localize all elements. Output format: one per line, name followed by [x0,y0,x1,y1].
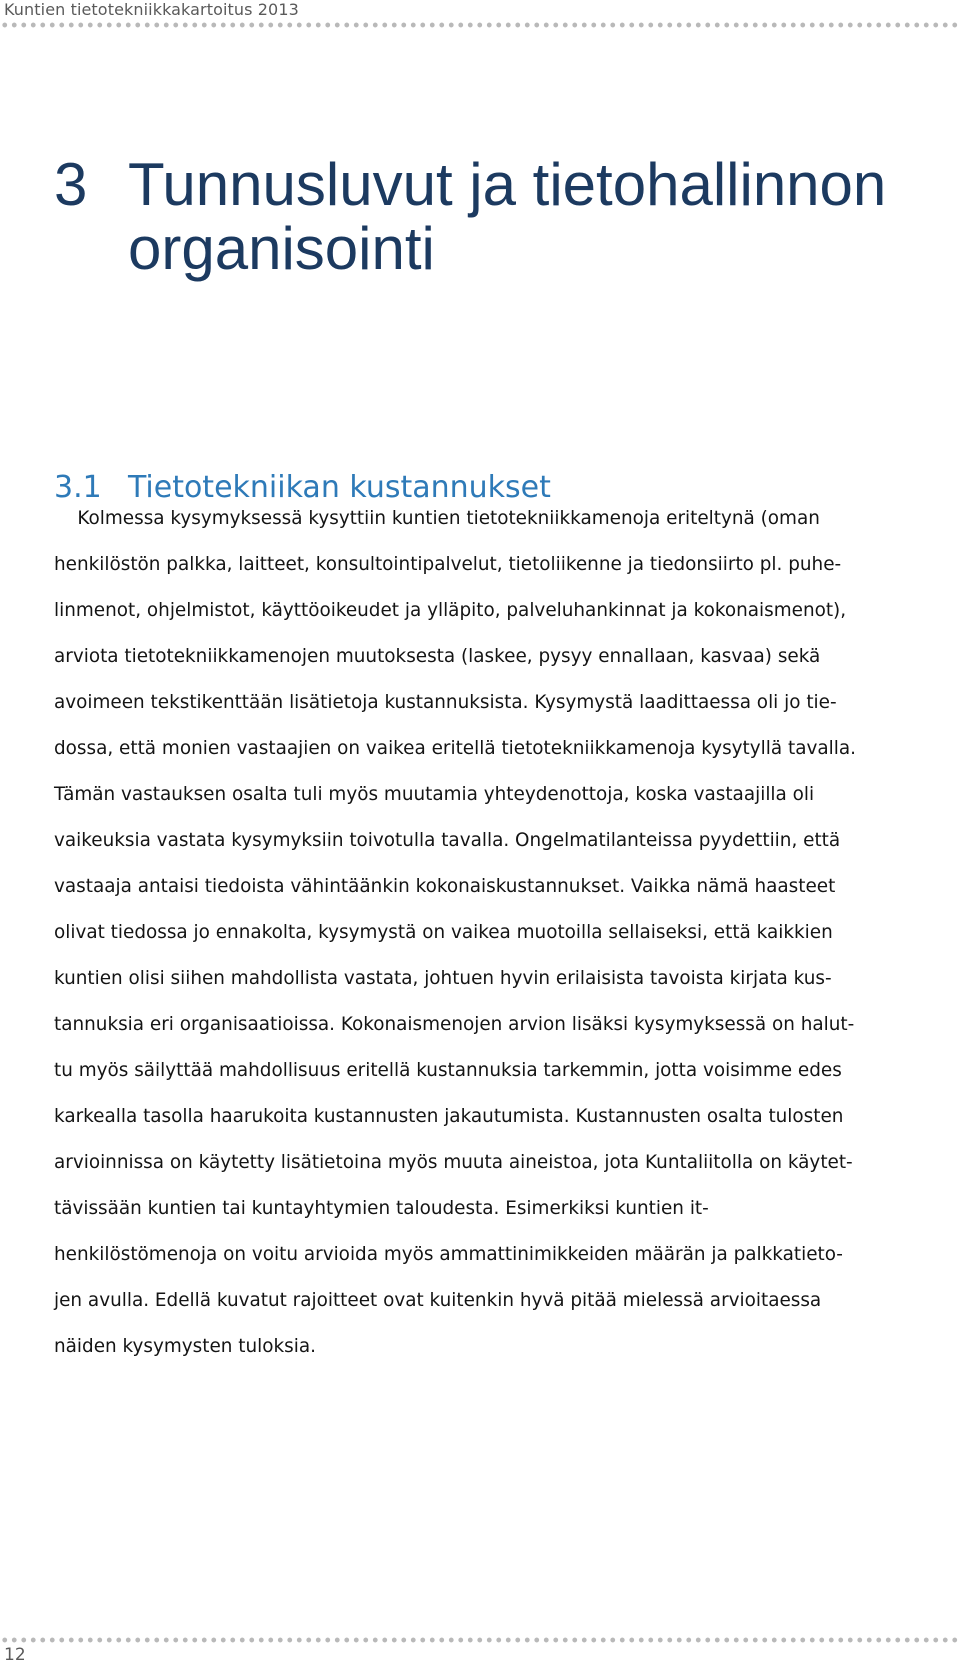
body-line: Kolmessa kysymyksessä kysyttiin kuntien tietotekniikkamenoja eriteltynä (oman [54,508,820,529]
header-dotted-rule [0,22,960,28]
body-line: jen avulla. Edellä kuvatut rajoitteet ovat kuitenkin hyvä pitää mielessä arvioitaessa [54,1290,822,1311]
body-line: linmenot, ohjelmistot, käyttöoikeudet ja ylläpito, palveluhankinnat ja kokonaismenot), [54,600,847,621]
page-number: 12 [4,1645,26,1665]
body-line: vastaaja antaisi tiedoista vähintäänkin kokonaiskustannukset. Vaikka nämä haasteet [54,876,836,897]
body-line: tannuksia eri organisaatioissa. Kokonaismenojen arvion lisäksi kysymyksessä on halut- [54,1014,855,1035]
body-line: henkilöstön palkka, laitteet, konsultointipalvelut, tietoliikenne ja tiedonsiirto pl. puhe- [54,554,842,575]
body-line: tävissään kuntien tai kuntayhtymien taloudesta. Esimerkiksi kuntien it- [54,1198,709,1219]
body-line: vaikeuksia vastata kysymyksiin toivotulla tavalla. Ongelmatilanteissa pyydettiin, että [54,830,841,851]
body-line: olivat tiedossa jo ennakolta, kysymystä on vaikea muotoilla sellaiseksi, että kaikkien [54,922,833,943]
body-line: henkilöstömenoja on voitu arvioida myös ammattinimikkeiden määrän ja palkkatieto- [54,1244,843,1265]
footer-dotted-rule [0,1637,960,1643]
section-heading [54,468,551,508]
body-line: arvioinnissa on käytetty lisätietoina myös muuta aineistoa, jota Kuntaliitolla on käytet- [54,1152,853,1173]
body-line: tu myös säilyttää mahdollisuus eritellä kustannuksia tarkemmin, jotta voisimme edes [54,1060,842,1081]
body-line: näiden kysymysten tuloksia. [54,1336,316,1357]
body-line: kuntien olisi siihen mahdollista vastata, johtuen hyvin erilaisista tavoista kirjata kus- [54,968,832,989]
section-title: Tietotekniikan kustannukset [128,470,551,505]
running-header: Kuntien tietotekniikkakartoitus 2013 [4,0,299,19]
section-number: 3.1 [54,470,102,505]
chapter-title: Tunnusluvut ja tietohallinnon organisointi [128,151,887,282]
body-line: dossa, että monien vastaajien on vaikea eritellä tietotekniikkamenoja kysytyllä tavalla. [54,738,856,759]
chapter-number: 3 [54,151,88,218]
body-line: avoimeen tekstikenttään lisätietoja kustannuksista. Kysymystä laadittaessa oli jo tie- [54,692,837,713]
body-line: Tämän vastauksen osalta tuli myös muutamia yhteydenottoja, koska vastaajilla oli [54,784,815,805]
body-line: arviota tietotekniikkamenojen muutoksesta (laskee, pysyy ennallaan, kasvaa) sekä [54,646,821,667]
body-line: karkealla tasolla haarukoita kustannusten jakautumista. Kustannusten osalta tulosten [54,1106,844,1127]
